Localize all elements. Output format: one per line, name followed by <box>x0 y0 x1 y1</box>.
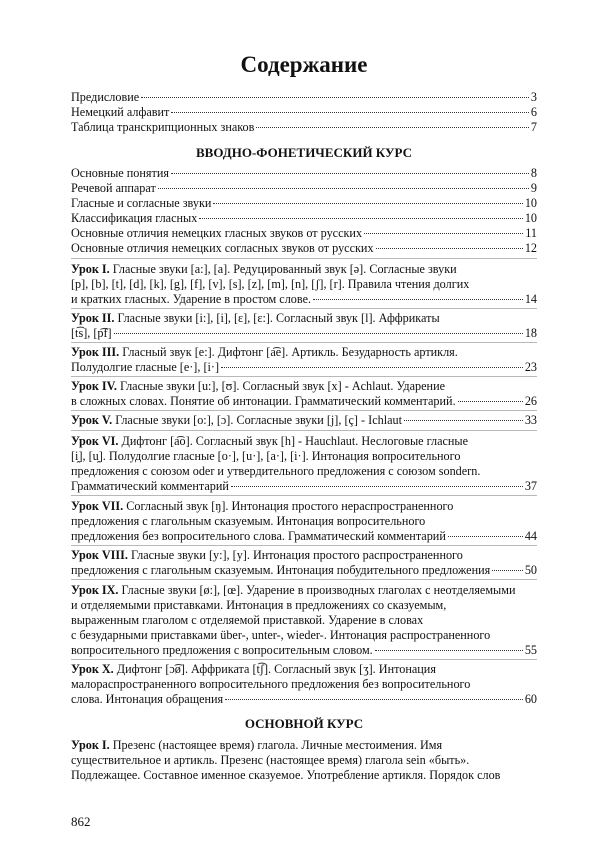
toc-page-number: 7 <box>530 120 537 134</box>
lesson-line[interactable]: слова. Интонация обращения 60 <box>71 692 537 706</box>
toc-page-number: 37 <box>524 479 537 493</box>
lesson-label: Урок I. <box>71 738 110 752</box>
lesson-line: Урок IX. Гласные звуки [ø:], [œ]. Ударение в производных глаголах с неотделяемыми <box>71 583 516 597</box>
divider <box>71 430 537 431</box>
leader-dots <box>114 332 523 334</box>
toc-page-number: 12 <box>524 241 537 255</box>
lesson-label: Урок II. <box>71 311 115 325</box>
toc-entry[interactable] <box>71 166 537 181</box>
toc-entry-transcription-table[interactable] <box>71 120 537 135</box>
toc-entry-text: Классификация гласных <box>71 211 198 225</box>
lesson-line[interactable]: Урок V. Гласные звуки [o:], [ɔ]. Согласные звуки [j], [ç] - Ichlaut 33 <box>71 413 537 427</box>
lesson-line[interactable]: в сложных словах. Понятие об интонации. Грамматический комментарий. 26 <box>71 394 537 408</box>
lesson-line: и отделяемыми приставками. Интонация в предложениях со сказуемым, <box>71 598 447 612</box>
lesson-line[interactable]: и кратких гласных. Ударение в простом слове. 14 <box>71 292 537 306</box>
toc-entry-alphabet[interactable] <box>71 105 537 120</box>
lesson-line: существительное и артикль. Презенс (настоящее время) глагола sein «быть». <box>71 753 470 767</box>
leader-dots <box>364 232 523 234</box>
lesson-line[interactable]: Грамматический комментарий 37 <box>71 479 537 493</box>
divider <box>71 579 537 580</box>
leader-dots <box>199 217 523 219</box>
leader-dots <box>158 187 529 189</box>
lesson-line[interactable]: вопросительного предложения с вопросительным словом. 55 <box>71 643 537 657</box>
lesson-line: Урок VI. Дифтонг [a͡o]. Согласный звук [h] - Hauchlaut. Неслоговые гласные <box>71 434 469 448</box>
toc-page-number: 44 <box>524 529 537 543</box>
leader-dots <box>171 172 529 174</box>
divider <box>71 258 537 259</box>
toc-page-number: 11 <box>525 226 537 240</box>
section-heading-main: ОСНОВНОЙ КУРС <box>244 716 364 731</box>
leader-dots <box>231 485 523 487</box>
toc-page-number: 8 <box>530 166 537 180</box>
lesson-line: Урок II. Гласные звуки [i:], [i], [ɛ], [ɛ:]. Согласный звук [l]. Аффрикаты <box>71 311 440 325</box>
toc-entry-text: Гласные и согласные звуки <box>71 196 212 210</box>
toc-page-number: 60 <box>524 692 537 706</box>
lesson-label: Урок VI. <box>71 434 119 448</box>
divider <box>71 545 537 546</box>
divider <box>71 495 537 496</box>
toc-page-number: 50 <box>524 563 537 577</box>
lesson-line[interactable]: [t͡s], [p͡f] 18 <box>71 326 537 340</box>
lesson-line: Подлежащее. Составное именное сказуемое. Употребление артикля. Порядок слов <box>71 768 501 782</box>
lesson-label: Урок III. <box>71 345 120 359</box>
toc-entry[interactable] <box>71 226 537 241</box>
lesson-line: Урок I. Гласные звуки [a:], [a]. Редуцированный звук [ə]. Согласные звуки <box>71 262 457 276</box>
lesson-line[interactable]: предложения с глагольным сказуемым. Интонация побудительного предложения 50 <box>71 563 537 577</box>
toc-entry-text: Основные отличия немецких согласных звуков от русских <box>71 241 374 255</box>
lesson-label: Урок V. <box>71 413 113 427</box>
leader-dots <box>448 535 523 537</box>
leader-dots <box>375 649 523 651</box>
toc-entry[interactable] <box>71 211 537 226</box>
lesson-line: малораспространенного вопросительного предложения без вопросительного <box>71 677 471 691</box>
toc-page-number: 14 <box>524 292 537 306</box>
lesson-line: с безударными приставками über-, unter-, wieder-. Интонация распространенного <box>71 628 491 642</box>
leader-dots <box>225 698 523 700</box>
toc-page-number: 10 <box>524 211 537 225</box>
section-heading-intro: ВВОДНО-ФОНЕТИЧЕСКИЙ КУРС <box>196 145 412 160</box>
lesson-label: Урок X. <box>71 662 114 676</box>
lesson-label: Урок VII. <box>71 499 124 513</box>
toc-page-number: 10 <box>524 196 537 210</box>
divider <box>71 342 537 343</box>
leader-dots <box>376 247 523 249</box>
leader-dots <box>221 366 523 368</box>
lesson-line: выраженным глаголом с отделяемой приставкой. Ударение в словах <box>71 613 424 627</box>
lesson-line: Урок VII. Согласный звук [ŋ]. Интонация простого нераспространенного <box>71 499 454 513</box>
toc-page-number: 3 <box>530 90 537 104</box>
divider <box>71 376 537 377</box>
toc-page-number: 33 <box>524 413 537 427</box>
leader-dots <box>404 419 523 421</box>
toc-entry[interactable] <box>71 181 537 196</box>
toc-entry[interactable] <box>71 241 537 256</box>
leader-dots <box>313 298 523 300</box>
divider <box>71 659 537 660</box>
toc-entry-text: Таблица транскрипционных знаков <box>71 120 255 134</box>
leader-dots <box>141 96 529 98</box>
toc-entry-text: Немецкий алфавит <box>71 105 170 119</box>
lesson-line: Урок I. Презенс (настоящее время) глагола. Личные местоимения. Имя <box>71 738 443 752</box>
leader-dots <box>213 202 522 204</box>
lesson-label: Урок I. <box>71 262 110 276</box>
toc-page-number: 18 <box>524 326 537 340</box>
lesson-line: Урок VIII. Гласные звуки [y:], [y]. Интонация простого распространенного <box>71 548 463 562</box>
toc-entry-text: Предисловие <box>71 90 140 104</box>
toc-page-number: 9 <box>530 181 537 195</box>
lesson-label: Урок IV. <box>71 379 117 393</box>
toc-entry-text: Речевой аппарат <box>71 181 156 195</box>
lesson-label: Урок IX. <box>71 583 119 597</box>
leader-dots <box>256 126 528 128</box>
lesson-line[interactable]: Полудолгие гласные [e·], [i·] 23 <box>71 360 537 374</box>
lesson-line: Урок III. Гласный звук [e:]. Дифтонг [a͡e]. Артикль. Безударность артикля. <box>71 345 458 359</box>
lesson-line: предложения с глагольным сказуемым. Интонация вопросительного <box>71 514 426 528</box>
toc-page-number: 26 <box>524 394 537 408</box>
toc-page-number: 6 <box>530 105 537 119</box>
toc-entry-text: Основные отличия немецких гласных звуков от русских <box>71 226 363 240</box>
leader-dots <box>492 569 523 571</box>
leader-dots <box>171 111 529 113</box>
lesson-line: Урок IV. Гласные звуки [u:], [ʊ]. Согласный звук [x] - Achlaut. Ударение <box>71 379 445 393</box>
toc-page-number: 55 <box>524 643 537 657</box>
lesson-line: [p], [b], [t], [d], [k], [g], [f], [v], [s], [z], [m], [n], [ʃ], [r]. Правила чтения долгих <box>71 277 470 291</box>
lesson-line: Урок X. Дифтонг [ɔ͡ø]. Аффриката [t͡ʃ]. Согласный звук [ʒ]. Интонация <box>71 662 436 676</box>
divider <box>71 410 537 411</box>
lesson-line: предложения с союзом oder и утвердительного предложения с союзом sondern. <box>71 464 481 478</box>
toc-page-number: 23 <box>524 360 537 374</box>
toc-entry-text: Основные понятия <box>71 166 169 180</box>
divider <box>71 308 537 309</box>
leader-dots <box>458 400 523 402</box>
lesson-line: [i̯], [u̯]. Полудолгие гласные [o·], [u·], [a·], [i·]. Интонация вопросительного <box>71 449 461 463</box>
lesson-line[interactable]: предложения без вопросительного слова. Грамматический комментарий 44 <box>71 529 537 543</box>
toc-entry[interactable] <box>71 196 537 211</box>
page-number: 862 <box>71 814 91 829</box>
lesson-label: Урок VIII. <box>71 548 128 562</box>
toc-entry-preface[interactable] <box>71 90 537 105</box>
page-title: Содержание <box>240 52 368 77</box>
